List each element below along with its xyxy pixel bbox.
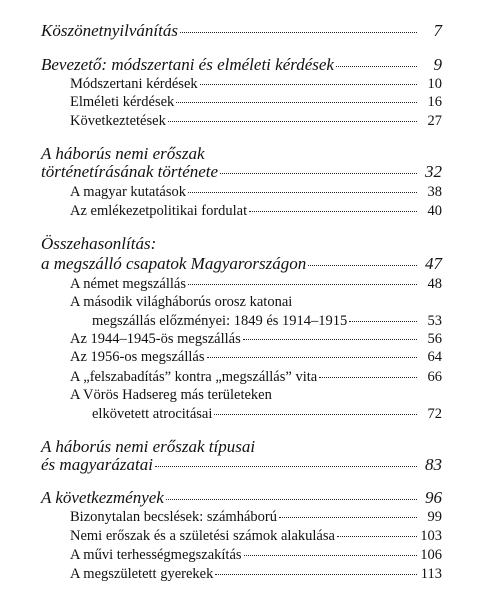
toc-entry-page: 83 [425, 455, 442, 474]
toc-entry-title: Az 1944–1945-ös megszállás [70, 331, 241, 347]
toc-entry-title: A háborús nemi erőszak [41, 144, 205, 163]
dot-leader [279, 517, 417, 518]
toc-entry-title: A második világháborús orosz katonai [70, 294, 293, 310]
toc-entry-title: Nemi erőszak és a születési számok alakulása [70, 528, 335, 544]
toc-entry-types-line1 [0, 438, 496, 456]
toc-entry-german-occupation [0, 275, 496, 293]
toc-entry-page: 72 [427, 406, 442, 422]
toc-entry-occupation-1944-1945 [0, 330, 496, 348]
toc-entry-memory-politics-turn [0, 202, 496, 220]
dot-leader [166, 499, 417, 500]
toc-entry-page: 48 [427, 276, 442, 292]
toc-entry-introduction [0, 56, 496, 74]
toc-entry-title: A háborús nemi erőszak típusai [41, 437, 256, 456]
dot-leader [176, 102, 417, 103]
dot-leader [349, 321, 417, 322]
toc-entry-page: 40 [427, 203, 442, 219]
toc-entry-children-born [0, 565, 496, 583]
toc-entry-page: 53 [427, 313, 442, 329]
dot-leader [215, 574, 417, 575]
toc-entry-title: megszállás előzményei: 1849 és 1914–1915 [92, 313, 348, 329]
toc-entry-page: 10 [427, 76, 442, 92]
toc-entry-title: a megszálló csapatok Magyarországon [41, 254, 307, 273]
toc-entry-page: 38 [427, 184, 442, 200]
toc-entry-title: A megszületett gyerekek [70, 566, 214, 582]
toc-entry-title: Elméleti kérdések [70, 94, 175, 110]
toc-entry-title: A művi terhességmegszakítás [70, 547, 242, 563]
toc-entry-title: történetírásának története [41, 162, 219, 181]
dot-leader [214, 414, 417, 415]
toc-entry-page: 32 [425, 162, 442, 181]
toc-entry-liberation-debate [0, 368, 496, 386]
toc-entry-title: A német megszállás [70, 276, 186, 292]
toc-entry-page: 16 [427, 94, 442, 110]
toc-entry-title: A következmények [41, 488, 164, 507]
dot-leader [188, 284, 417, 285]
dot-leader [168, 121, 417, 122]
toc-entry-title: Bevezető: módszertani és elméleti kérdések [41, 55, 334, 74]
toc-entry-page: 9 [433, 55, 442, 74]
dot-leader [207, 357, 418, 358]
toc-entry-abortion [0, 546, 496, 564]
dot-leader [337, 536, 417, 537]
toc-entry-title: elkövetett atrocitásai [92, 406, 213, 422]
toc-entry-title: Következtetések [70, 113, 166, 129]
toc-entry-types-line2 [0, 456, 496, 474]
toc-entry-title: Bizonytalan becslések: számháború [70, 509, 277, 525]
dot-leader [188, 192, 417, 193]
toc-entry-historiography-line2 [0, 163, 496, 181]
toc-entry-page: 106 [420, 547, 442, 563]
toc-entry-title: Az 1956-os megszállás [70, 349, 205, 365]
dot-leader [243, 339, 417, 340]
dot-leader [244, 555, 417, 556]
toc-entry-uncertain-estimates [0, 508, 496, 526]
toc-entry-methodological-questions [0, 75, 496, 93]
dot-leader [308, 265, 417, 266]
toc-entry-consequences [0, 489, 496, 507]
dot-leader [336, 66, 417, 67]
toc-entry-page: 99 [427, 509, 442, 525]
toc-entry-title: Köszönetnyilvánítás [41, 21, 178, 40]
toc-entry-historiography-line1 [0, 145, 496, 163]
dot-leader [319, 377, 417, 378]
dot-leader [180, 32, 417, 33]
toc-entry-page: 56 [427, 331, 442, 347]
toc-entry-title: A Vörös Hadsereg más területeken [70, 387, 272, 403]
dot-leader [200, 84, 417, 85]
toc-entry-title: Az emlékezetpolitikai fordulat [70, 203, 248, 219]
toc-entry-birth-rates [0, 527, 496, 545]
toc-entry-title: A „felszabadítás” kontra „megszállás” vita [70, 369, 318, 385]
toc-entry-page: 64 [427, 349, 442, 365]
toc-entry-red-army-line2 [0, 405, 496, 423]
toc-entry-title: Összehasonlítás: [41, 234, 157, 253]
toc-entry-theoretical-questions [0, 93, 496, 111]
dot-leader [249, 211, 417, 212]
toc-entry-page: 103 [420, 528, 442, 544]
toc-entry-page: 113 [420, 566, 442, 582]
toc-entry-russian-occupation-line1 [0, 293, 496, 311]
dot-leader [155, 466, 417, 467]
toc-entry-occupation-1956 [0, 348, 496, 366]
toc-entry-hungarian-research [0, 183, 496, 201]
toc-entry-russian-occupation-line2 [0, 312, 496, 330]
toc-entry-page: 7 [433, 21, 442, 40]
toc-entry-title: és magyarázatai [41, 455, 153, 474]
toc-entry-page: 96 [425, 488, 442, 507]
toc-entry-conclusions [0, 112, 496, 130]
toc-entry-page: 27 [427, 113, 442, 129]
toc-entry-acknowledgements [0, 22, 496, 40]
toc-entry-red-army-line1 [0, 386, 496, 404]
toc-entry-title: Módszertani kérdések [70, 76, 198, 92]
dot-leader [220, 173, 417, 174]
toc-entry-page: 47 [425, 254, 442, 273]
toc-entry-page: 66 [427, 369, 442, 385]
toc-entry-comparison-line1 [0, 235, 496, 253]
toc-entry-title: A magyar kutatások [70, 184, 186, 200]
toc-entry-comparison-line2 [0, 255, 496, 273]
